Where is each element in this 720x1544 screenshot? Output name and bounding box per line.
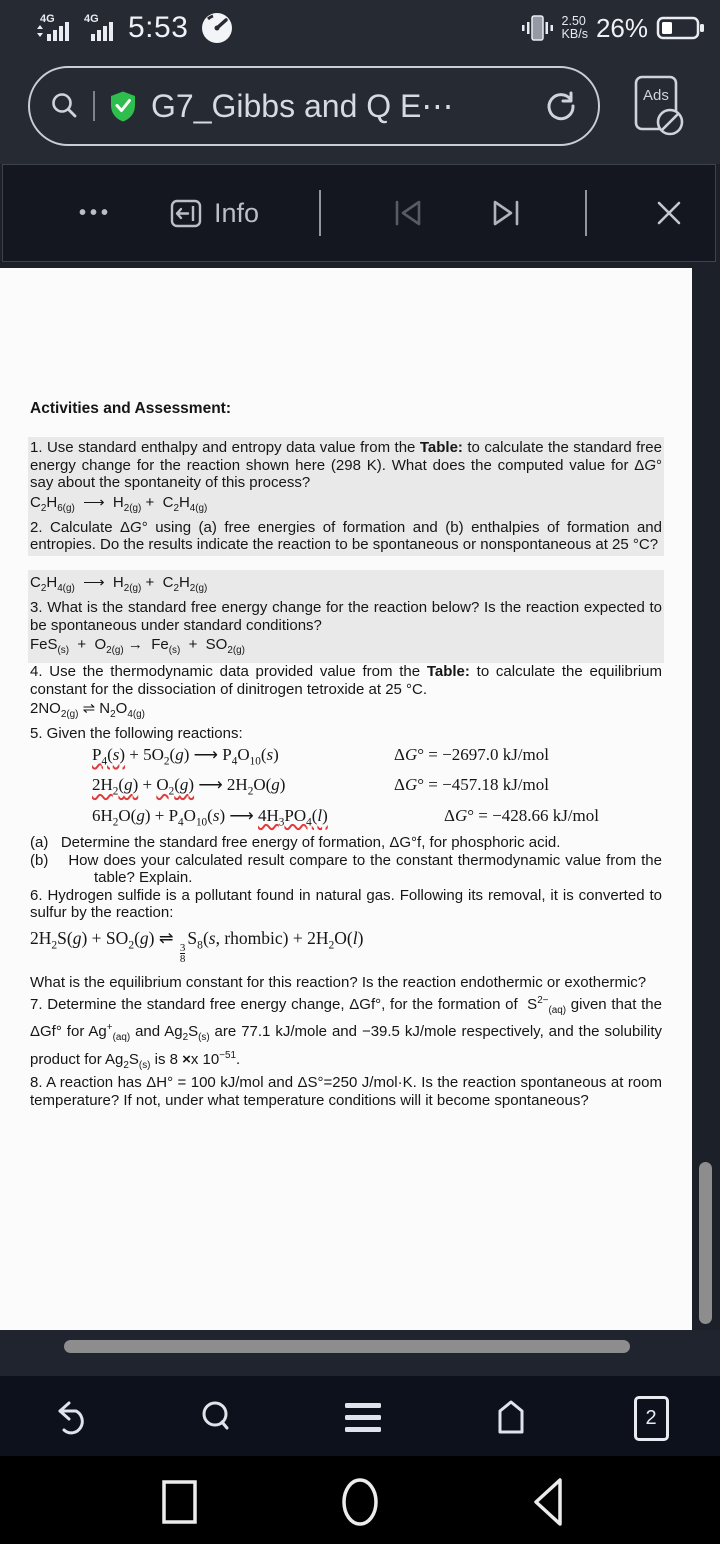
back-button-android[interactable] bbox=[524, 1476, 574, 1528]
doc-line: 5. Given the following reactions: bbox=[30, 725, 243, 743]
network-speed: 2.50 KB/s bbox=[561, 14, 588, 41]
data-saver-gauge-icon bbox=[200, 11, 234, 45]
doc-line: $2H_2S(g) + SO_2(g)$ ⇌ $\frac{3}{8}$ $S_8(s$, rhombic) + $2H_2O(l)$ bbox=[30, 928, 364, 966]
vertical-scrollbar[interactable] bbox=[699, 1162, 712, 1324]
android-nav-bar bbox=[0, 1456, 720, 1544]
address-bar[interactable] bbox=[28, 66, 600, 146]
battery-icon bbox=[656, 14, 706, 42]
doc-line: $2H_2(g) + O_2(g)$ ⟶ $2H_2O(g) \Delta G^\circ = -457.18$ kJ/mol bbox=[92, 775, 549, 798]
info-button[interactable] bbox=[169, 165, 259, 261]
more-options-button[interactable]: ••• bbox=[79, 201, 113, 224]
highlighted-text-block bbox=[28, 437, 664, 556]
site-security-shield-icon[interactable] bbox=[108, 90, 138, 123]
doc-line: 1. Use standard enthalpy and entropy data value from the Table: to calculate the standard free energy change for the reaction shown here (298 K). What does the computed value for ΔG° say about the spontaneity of this process? bbox=[30, 439, 662, 492]
doc-line: 4. Use the thermodynamic data provided value from the Table: to calculate the equilibrium constant for the dissociation of dinitrogen tetroxide at 25 °C. bbox=[30, 663, 663, 698]
doc-line: $C_2H_{4(g)}$ ⟶ $H_{2(g)} + C_2H_{2(g)}$ bbox=[30, 573, 208, 594]
svg-text:Ads: Ads bbox=[643, 87, 669, 104]
tab-count: 2 bbox=[645, 1406, 657, 1429]
info-panel-icon bbox=[169, 196, 203, 230]
doc-line: $2NO_{2(g)}$ ⇌ $N_2O_{4(g)}$ bbox=[30, 700, 145, 721]
document-page bbox=[0, 268, 692, 1330]
url-row bbox=[0, 56, 720, 164]
highlighted-text-block bbox=[28, 570, 664, 663]
divider bbox=[585, 190, 587, 236]
bottom-strip bbox=[0, 1330, 720, 1376]
menu-button[interactable] bbox=[341, 1396, 385, 1440]
recents-button[interactable] bbox=[155, 1476, 205, 1528]
doc-line: $C_2H_{6(g)}$ ⟶ $H_{2(g)} + C_2H_{4(g)}$ bbox=[30, 493, 208, 514]
doc-line: $FeS_{(s)} + O_{2(g)} \to Fe_{(s)} + SO_{2(g)}$ bbox=[30, 636, 245, 657]
tabs-button[interactable] bbox=[629, 1396, 673, 1440]
doc-line bbox=[30, 965, 662, 974]
doc-line: 2. Calculate ΔG° using (a) free energies of formation and (b) enthalpies of formation and entropies. Do the results indicate the reaction to be spontaneous or nonspontaneous at 25 °C? bbox=[30, 518, 662, 554]
doc-line: What is the equilibrium constant for this reaction? Is the reaction endothermic or exothermic? bbox=[30, 974, 647, 992]
next-result-button[interactable] bbox=[485, 165, 525, 261]
search-button[interactable] bbox=[195, 1396, 239, 1440]
svg-text:4G: 4G bbox=[84, 13, 99, 25]
section-heading: Activities and Assessment: bbox=[30, 400, 232, 417]
browser-nav-bar bbox=[0, 1376, 720, 1456]
search-icon bbox=[50, 91, 80, 121]
close-button[interactable] bbox=[653, 165, 685, 261]
doc-line: 7. Determine the standard free energy change, ΔGf°, for the formation of $S^{2-}_{(aq)}$ given that the ΔGf° for $Ag^+_{(aq)}$ and $Ag_2S_{(s)}$ are 77.1 kJ/mole and −39.5 kJ/mole respectively, and the solubility product for $Ag_2S_{(s)}$ is 8 ×x $10^{-51}$. bbox=[30, 994, 662, 1071]
signal-4g-icon-2 bbox=[84, 12, 116, 44]
doc-line: $P_4(s) + 5O_2(g)$ ⟶ $P_4O_{10}(s) \Delta G^\circ = -2697.0$ kJ/mol bbox=[92, 744, 549, 768]
horizontal-scrollbar[interactable] bbox=[64, 1340, 630, 1353]
home-button[interactable] bbox=[489, 1396, 533, 1440]
battery-percent: 26% bbox=[595, 12, 648, 43]
previous-result-button[interactable] bbox=[389, 165, 429, 261]
text-block bbox=[30, 663, 662, 1109]
clock: 5:53 bbox=[128, 11, 189, 44]
signal-4g-icon bbox=[34, 12, 72, 44]
ad-blocker-button[interactable] bbox=[628, 74, 692, 140]
home-button-android[interactable] bbox=[335, 1476, 385, 1528]
doc-line: (a) Determine the standard free energy of formation, ΔG°f, for phosphoric acid. bbox=[30, 834, 561, 852]
doc-line: 3. What is the standard free energy change for the reaction below? Is the reaction expected to be spontaneous under standard conditions? bbox=[30, 598, 662, 634]
doc-gap bbox=[30, 556, 662, 570]
divider bbox=[93, 91, 95, 121]
doc-line: (b) How does your calculated result compare to the constant thermodynamic value from the table? Explain. bbox=[30, 851, 662, 887]
refresh-icon[interactable] bbox=[544, 89, 578, 123]
document-body bbox=[30, 437, 662, 1110]
doc-line: 8. A reaction has ΔH° = 100 kJ/mol and ΔS°=250 J/mol·K. Is the reaction spontaneous at room temperature? If not, under what temperature conditions will it become spontaneous? bbox=[30, 1074, 662, 1110]
doc-line: 6. Hydrogen sulfide is a pollutant found in natural gas. Following its removal, it is converted to sulfur by the reaction: bbox=[30, 886, 662, 922]
doc-line: $6H_2O(g) + P_4O_{10}(s)$ ⟶ $4H_3PO_4(l) \Delta G^\circ = -428.66$ kJ/mol bbox=[92, 805, 599, 829]
status-bar bbox=[0, 0, 720, 56]
info-label: Info bbox=[214, 197, 260, 228]
divider bbox=[319, 190, 321, 236]
page-title: G7_Gibbs and Q E⋯ bbox=[151, 88, 454, 124]
vibrate-mode-icon bbox=[520, 13, 554, 43]
back-button[interactable] bbox=[51, 1396, 95, 1440]
svg-text:4G: 4G bbox=[40, 13, 55, 25]
tab-count-badge bbox=[634, 1396, 669, 1441]
document-toolbar bbox=[2, 164, 716, 262]
